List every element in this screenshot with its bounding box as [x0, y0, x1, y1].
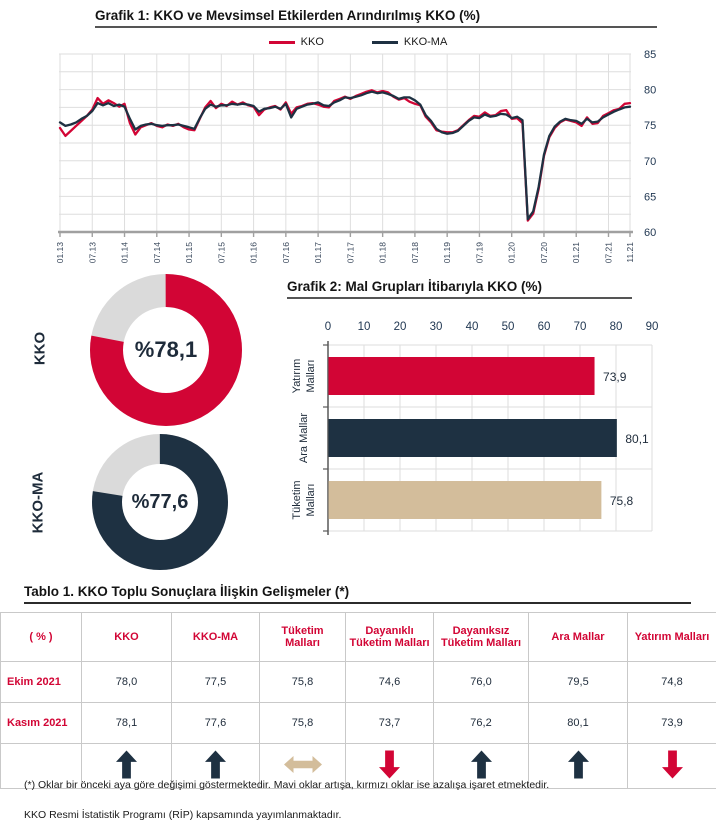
svg-text:Ara Mallar: Ara Mallar: [298, 412, 310, 464]
svg-text:80: 80: [644, 84, 657, 97]
legend-label-kko: KKO: [300, 36, 324, 48]
svg-text:11.21: 11.21: [625, 242, 635, 263]
table-cell: 77,5: [172, 662, 260, 703]
svg-text:01.17: 01.17: [313, 242, 324, 264]
svg-text:01.16: 01.16: [248, 242, 259, 264]
bar-chart: [282, 302, 702, 552]
kko-ma-line-swatch: [372, 41, 398, 44]
table-cell: 80,1: [529, 703, 628, 744]
svg-text:85: 85: [644, 50, 657, 61]
svg-text:75,8: 75,8: [609, 494, 634, 508]
svg-text:60: 60: [537, 321, 551, 333]
up-arrow-icon: [116, 750, 137, 779]
table-cell: 76,2: [434, 703, 529, 744]
svg-text:30: 30: [429, 321, 443, 333]
row-label: Ekim 2021: [1, 662, 82, 703]
up-arrow-icon: [568, 750, 589, 779]
svg-text:60: 60: [644, 227, 657, 239]
svg-text:73,9: 73,9: [603, 370, 627, 384]
table-title: Tablo 1. KKO Toplu Sonuçlara İlişkin Gelişmeler (*): [24, 584, 691, 604]
svg-text:70: 70: [644, 155, 657, 168]
svg-text:90: 90: [645, 321, 659, 333]
left-right-arrow-icon: [284, 754, 322, 775]
svg-text:Yatırım: Yatırım: [291, 358, 303, 394]
table-header-row: [1, 613, 716, 662]
legend-item-kko: [269, 36, 324, 48]
svg-text:07.20: 07.20: [538, 242, 549, 264]
table-cell: 75,8: [260, 662, 346, 703]
svg-text:80: 80: [609, 321, 623, 333]
svg-text:07.16: 07.16: [280, 242, 291, 264]
svg-text:07.14: 07.14: [151, 242, 162, 264]
svg-text:07.17: 07.17: [345, 242, 356, 264]
table-cell: 73,9: [628, 703, 716, 744]
svg-text:07.19: 07.19: [474, 242, 485, 264]
svg-text:07.15: 07.15: [216, 242, 227, 264]
svg-text:0: 0: [324, 321, 332, 333]
footnote-arrows: (*) Oklar bir önceki aya göre değişimi göstermektedir. Mavi oklar artışa, kırmızı oklar ise azalışa işaret etmektedir.: [24, 779, 550, 791]
donut-kko: [88, 272, 244, 428]
svg-text:01.21: 01.21: [571, 242, 582, 264]
kko-line-swatch: [269, 41, 295, 44]
table-header-cell: Ara Mallar: [529, 613, 628, 662]
table-header-cell: KKO: [82, 613, 172, 662]
table-row: [1, 662, 716, 703]
table-header-cell: KKO-MA: [172, 613, 260, 662]
table-header-cell: Tüketim Malları: [260, 613, 346, 662]
down-arrow-icon: [379, 750, 400, 779]
svg-text:65: 65: [644, 191, 657, 204]
table-cell: 79,5: [529, 662, 628, 703]
svg-text:01.18: 01.18: [377, 242, 388, 264]
donut-kko-ma-label: KKO-MA: [29, 471, 47, 534]
table-header-cell: Dayanıklı Tüketim Malları: [346, 613, 434, 662]
up-arrow-icon: [205, 750, 226, 779]
table-header-cell: ( % ): [1, 613, 82, 662]
svg-text:Malları: Malları: [305, 359, 317, 393]
svg-text:50: 50: [501, 321, 515, 333]
donut-kko-ma: [92, 434, 228, 570]
table-cell: 78,0: [82, 662, 172, 703]
table-cell: 73,7: [346, 703, 434, 744]
svg-text:01.14: 01.14: [119, 242, 130, 264]
svg-text:01.19: 01.19: [442, 242, 453, 264]
svg-text:07.21: 07.21: [603, 242, 614, 264]
footnote-rip: KKO Resmi İstatistik Programı (RİP) kapsamında yayımlanmaktadır.: [24, 809, 342, 821]
legend-label-kko-ma: KKO-MA: [403, 36, 448, 48]
donut-kko-label: KKO: [31, 331, 49, 366]
donut-kko-value: %78,1: [134, 337, 198, 362]
svg-text:01.13: 01.13: [55, 242, 65, 264]
grafik1-title: Grafik 1: KKO ve Mevsimsel Etkilerden Arındırılmış KKO (%): [95, 8, 657, 28]
svg-text:70: 70: [573, 321, 587, 333]
kko-results-table: [0, 612, 716, 789]
donut-kko-ma-value: %77,6: [131, 490, 189, 513]
grafik1-legend: [0, 36, 716, 48]
table-cell: 74,8: [628, 662, 716, 703]
svg-text:01.15: 01.15: [184, 242, 195, 264]
svg-text:Tüketim: Tüketim: [291, 480, 303, 520]
legend-item-kko-ma: [372, 36, 447, 48]
svg-text:10: 10: [357, 321, 371, 333]
table-cell: 75,8: [260, 703, 346, 744]
line-chart: [30, 50, 690, 278]
row-label: Kasım 2021: [1, 703, 82, 744]
svg-text:01.20: 01.20: [506, 242, 517, 264]
svg-text:75: 75: [644, 120, 657, 133]
svg-text:07.13: 07.13: [87, 242, 98, 264]
table-cell: 74,6: [346, 662, 434, 703]
svg-text:20: 20: [393, 321, 407, 333]
table-cell: 76,0: [434, 662, 529, 703]
svg-text:40: 40: [465, 321, 479, 333]
table-cell: 77,6: [172, 703, 260, 744]
table-header-cell: Dayanıksız Tüketim Malları: [434, 613, 529, 662]
down-arrow-icon: [662, 750, 683, 779]
grafik2-title: Grafik 2: Mal Grupları İtibarıyla KKO (%): [287, 279, 632, 299]
up-arrow-icon: [471, 750, 492, 779]
svg-text:Malları: Malları: [305, 483, 317, 517]
svg-text:80,1: 80,1: [625, 432, 649, 446]
table-row: [1, 703, 716, 744]
table-cell: 78,1: [82, 703, 172, 744]
table-header-cell: Yatırım Malları: [628, 613, 716, 662]
svg-text:07.18: 07.18: [409, 242, 420, 264]
